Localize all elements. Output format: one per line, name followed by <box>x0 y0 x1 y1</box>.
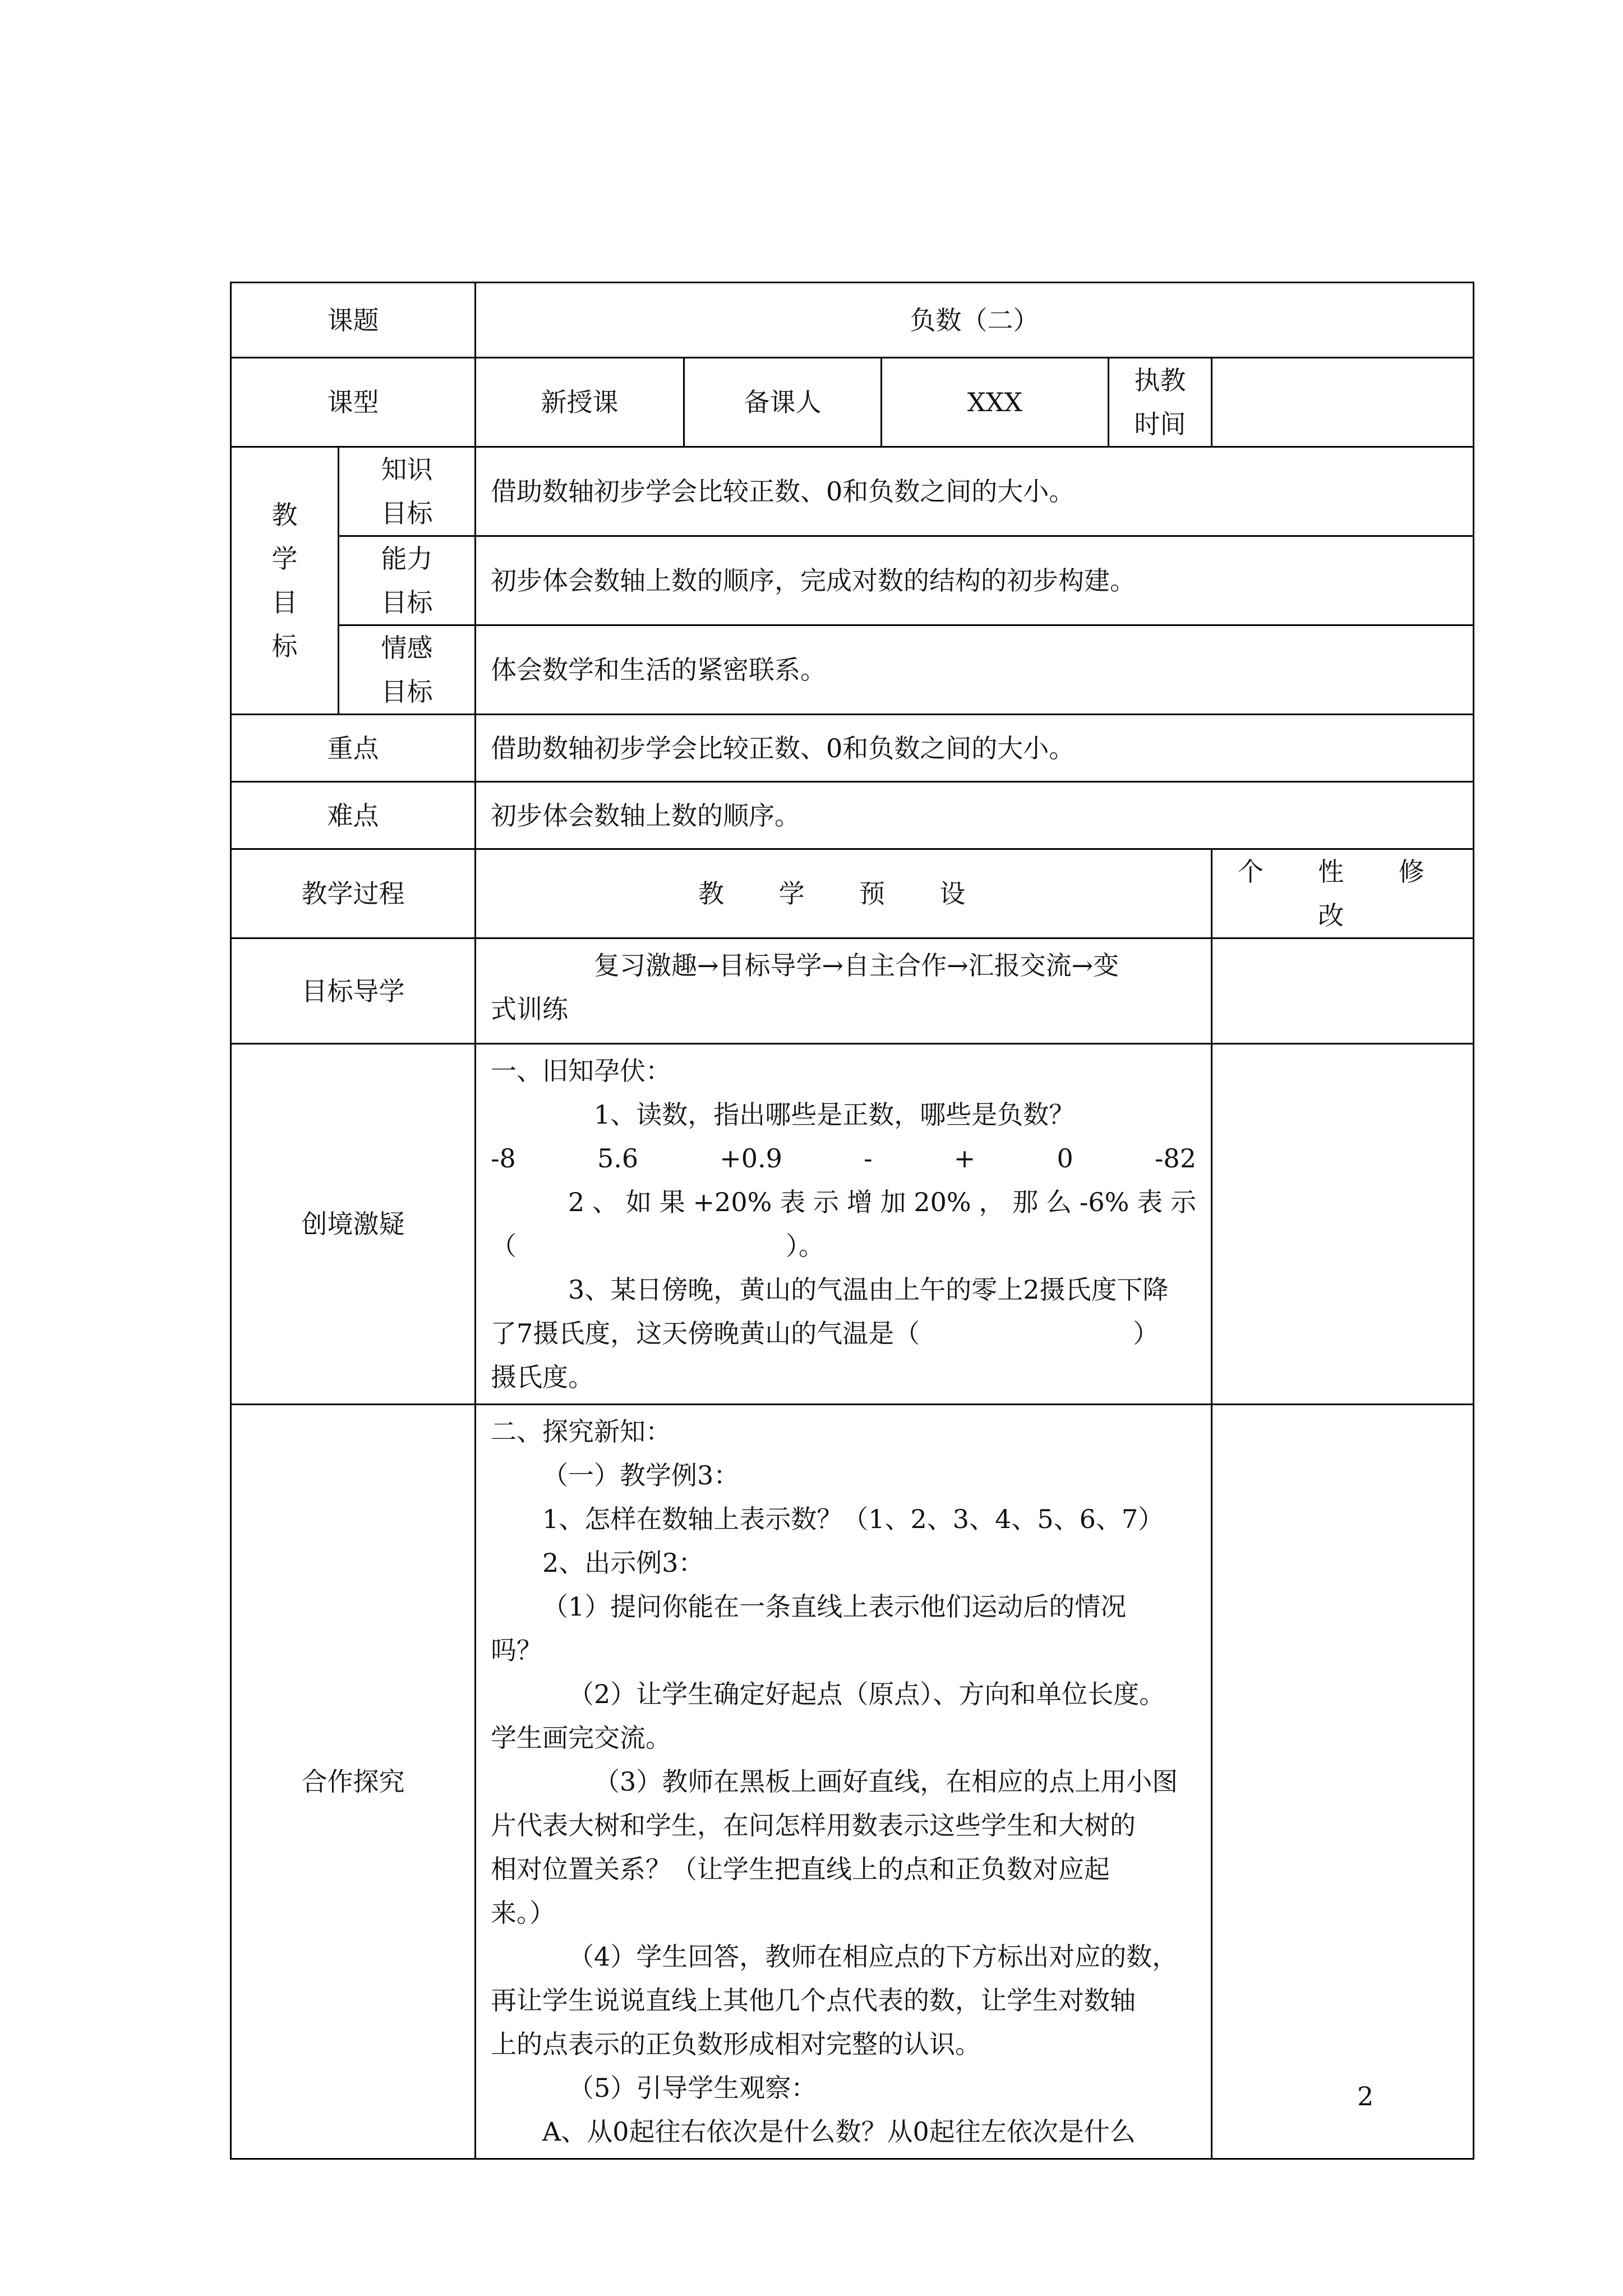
explore-line: 学生画完交流。 <box>491 1723 671 1753</box>
explore-line: 2、出示例3： <box>542 1548 704 1578</box>
page-number: 2 <box>1357 2081 1374 2111</box>
process-header-row <box>231 849 1474 938</box>
topic-row <box>231 283 1474 358</box>
key-point-label: 重点 <box>231 715 476 782</box>
topic-label: 课题 <box>231 283 476 358</box>
number-item: 5.6 <box>597 1143 639 1174</box>
knowledge-goal-text: 借助数轴初步学会比较正数、0和负数之间的大小。 <box>476 447 1474 536</box>
explore-line: 1、怎样在数轴上表示数？（1、2、3、4、5、6、7） <box>542 1504 1164 1534</box>
difficulty-row <box>231 782 1474 849</box>
number-item: +0.9 <box>720 1143 782 1174</box>
guide-label: 目标导学 <box>231 938 476 1044</box>
explore-line: 来。） <box>491 1898 555 1928</box>
difficulty-label: 难点 <box>231 782 476 849</box>
plan-col-header: 教 学 预 设 <box>476 849 1212 938</box>
emotion-goal-text: 体会数学和生活的紧密联系。 <box>476 625 1474 715</box>
situation-question-1: 1、读数，指出哪些是正数，哪些是负数？ <box>594 1099 1075 1130</box>
number-item: 0 <box>1057 1143 1073 1174</box>
explore-line: 吗？ <box>491 1635 542 1665</box>
explore-line: A、从0起往右依次是什么数？从0起往左依次是什么 <box>542 2116 1136 2147</box>
lesson-plan-table <box>230 282 1474 2160</box>
knowledge-goal-row <box>231 447 1474 536</box>
situation-question-3-blank: 了7摄氏度，这天傍晚黄山的气温是（ ） <box>491 1318 1159 1349</box>
number-item: - <box>864 1143 873 1174</box>
ability-goal-text: 初步体会数轴上数的顺序，完成对数的结构的初步构建。 <box>476 536 1474 625</box>
explore-revision-cell <box>1212 1405 1474 2159</box>
preparer-value: XXX <box>882 358 1109 447</box>
explore-label: 合作探究 <box>231 1405 476 2159</box>
explore-row <box>231 1405 1474 2159</box>
difficulty-text: 初步体会数轴上数的顺序。 <box>476 782 1474 849</box>
situation-label: 创境激疑 <box>231 1044 476 1405</box>
type-value: 新授课 <box>476 358 684 447</box>
explore-line: 再让学生说说直线上其他几个点代表的数，让学生对数轴 <box>491 1985 1136 2016</box>
process-col-header: 教学过程 <box>231 849 476 938</box>
guide-flow-line-2: 式训练 <box>491 994 568 1024</box>
situation-revision-cell <box>1212 1044 1474 1405</box>
guide-flow-line-1: 复习激趣→目标导学→自主合作→汇报交流→变 <box>594 950 1119 981</box>
number-list <box>491 1137 1196 1180</box>
situation-question-3: 3、某日傍晚，黄山的气温由上午的零上2摄氏度下降 <box>568 1274 1169 1305</box>
ability-goal-row <box>231 536 1474 625</box>
explore-line: （4）学生回答，教师在相应点的下方标出对应的数， <box>568 1941 1178 1972</box>
situation-question-2-blank: （ ）。 <box>491 1231 824 1261</box>
emotion-goal-row <box>231 625 1474 715</box>
explore-line: 二、探究新知： <box>491 1416 671 1447</box>
explore-content <box>476 1405 1212 2159</box>
ability-goal-label: 能力 目标 <box>339 536 476 625</box>
key-point-row <box>231 715 1474 782</box>
explore-line: （3）教师在黑板上画好直线，在相应的点上用小图 <box>594 1766 1178 1797</box>
time-label: 执教时间 <box>1109 358 1212 447</box>
guide-revision-cell <box>1212 938 1474 1044</box>
number-item: + <box>953 1143 976 1174</box>
topic-value: 负数（二） <box>476 283 1474 358</box>
explore-line: （2）让学生确定好起点（原点）、方向和单位长度。 <box>568 1679 1165 1709</box>
situation-question-3-end: 摄氏度。 <box>491 1362 594 1392</box>
explore-line: （5）引导学生观察： <box>568 2073 817 2103</box>
key-point-text: 借助数轴初步学会比较正数、0和负数之间的大小。 <box>476 715 1474 782</box>
knowledge-goal-label: 知识 目标 <box>339 447 476 536</box>
time-value <box>1212 358 1474 447</box>
situation-content <box>476 1044 1212 1405</box>
explore-line: （1）提问你能在一条直线上表示他们运动后的情况 <box>542 1591 1127 1622</box>
preparer-label: 备课人 <box>684 358 882 447</box>
teaching-goals-label: 教 学 目 标 <box>231 447 339 715</box>
situation-title: 一、旧知孕伏： <box>491 1056 671 1086</box>
situation-row <box>231 1044 1474 1405</box>
number-item: -82 <box>1154 1143 1196 1174</box>
type-label: 课型 <box>231 358 476 447</box>
explore-line: （一）教学例3： <box>542 1460 740 1490</box>
number-item: -8 <box>491 1143 516 1174</box>
explore-line: 上的点表示的正负数形成相对完整的认识。 <box>491 2029 981 2059</box>
explore-line: 片代表大树和学生，在问怎样用数表示这些学生和大树的 <box>491 1810 1136 1841</box>
emotion-goal-label: 情感 目标 <box>339 625 476 715</box>
explore-line: 相对位置关系？（让学生把直线上的点和正负数对应起 <box>491 1854 1110 1884</box>
guide-content <box>476 938 1212 1044</box>
situation-question-2: 2、如果+20%表示增加20%，那么-6%表示 <box>568 1187 1196 1217</box>
guide-row <box>231 938 1474 1044</box>
revision-col-header: 个 性 修 改 <box>1212 849 1474 938</box>
type-row <box>231 358 1474 447</box>
